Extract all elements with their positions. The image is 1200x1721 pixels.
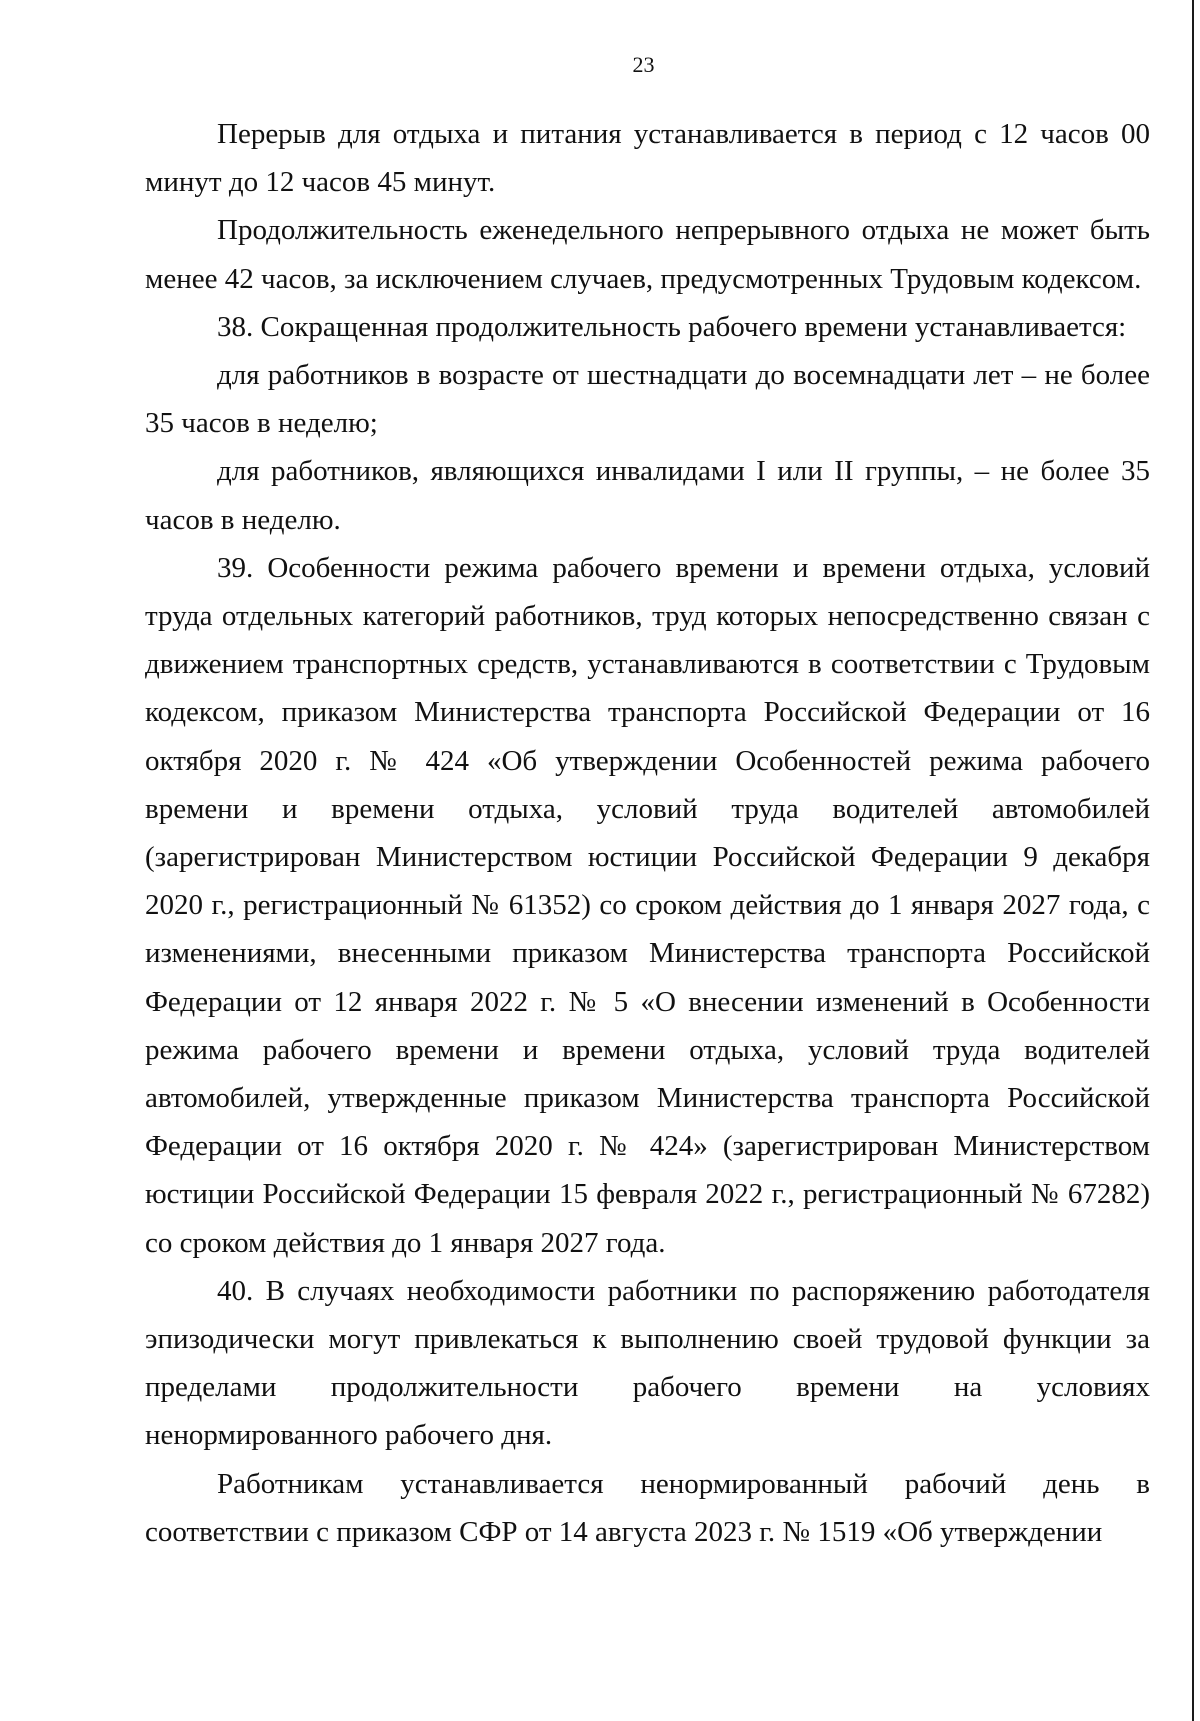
paragraph-minors: для работников в возрасте от шестнадцати до восемнадцати лет – не более 35 часов в неделю; bbox=[145, 359, 1150, 440]
paragraph-40-overtime: 40. В случаях необходимости работники по распоряжению работодателя эпизодически могут привлекаться к выполнению своей трудовой функции за пределами продолжительности рабочего времени на условиях ненормированного рабочего дня. bbox=[145, 1274, 1150, 1452]
paragraph-disabled: для работников, являющихся инвалидами I или II группы, – не более 35 часов в неделю. bbox=[145, 455, 1150, 536]
document-body bbox=[145, 110, 1150, 1556]
paragraph-weekly-rest: Продолжительность еженедельного непрерывного отдыха не может быть менее 42 часов, за исключением случаев, предусмотренных Трудовым кодексом. bbox=[145, 214, 1150, 295]
page-number: 23 bbox=[632, 52, 655, 77]
paragraph-39-transport: 39. Особенности режима рабочего времени и времени отдыха, условий труда отдельных категорий работников, труд которых непосредственно связан с движением транспортных средств, устанавливаются в соответствии с Трудовым кодексом, приказом Министерства транспорта Российской Федерации от 16 октября 2020 г. № 424 «Об утверждении Особенностей режима рабочего времени и времени отдыха, условий труда водителей автомобилей (зарегистрирован Министерством юстиции Российской Федерации 9 декабря 2020 г., регистрационный № 61352) со сроком действия до 1 января 2027 года, с изменениями, внесенными приказом Министерства транспорта Российской Федерации от 12 января 2022 г. № 5 «О внесении изменений в Особенности режима рабочего времени и времени отдыха, условий труда водителей автомобилей, утвержденные приказом Министерства транспорта Российской Федерации от 16 октября 2020 г. № 424» (зарегистрирован Министерством юстиции Российской Федерации 15 февраля 2022 г., регистрационный № 67282) со сроком действия до 1 января 2027 года. bbox=[145, 551, 1150, 1259]
paragraph-38-heading: 38. Сокращенная продолжительность рабочего времени устанавливается: bbox=[217, 310, 1127, 343]
paragraph-irregular-day: Работникам устанавливается ненормированный рабочий день в соответствии с приказом СФР от 14 августа 2023 г. № 1519 «Об утверждении bbox=[145, 1467, 1150, 1548]
paragraph-lunch-break: Перерыв для отдыха и питания устанавливается в период с 12 часов 00 минут до 12 часов 45 минут. bbox=[145, 118, 1150, 199]
page-edge-line bbox=[1192, 0, 1194, 1721]
